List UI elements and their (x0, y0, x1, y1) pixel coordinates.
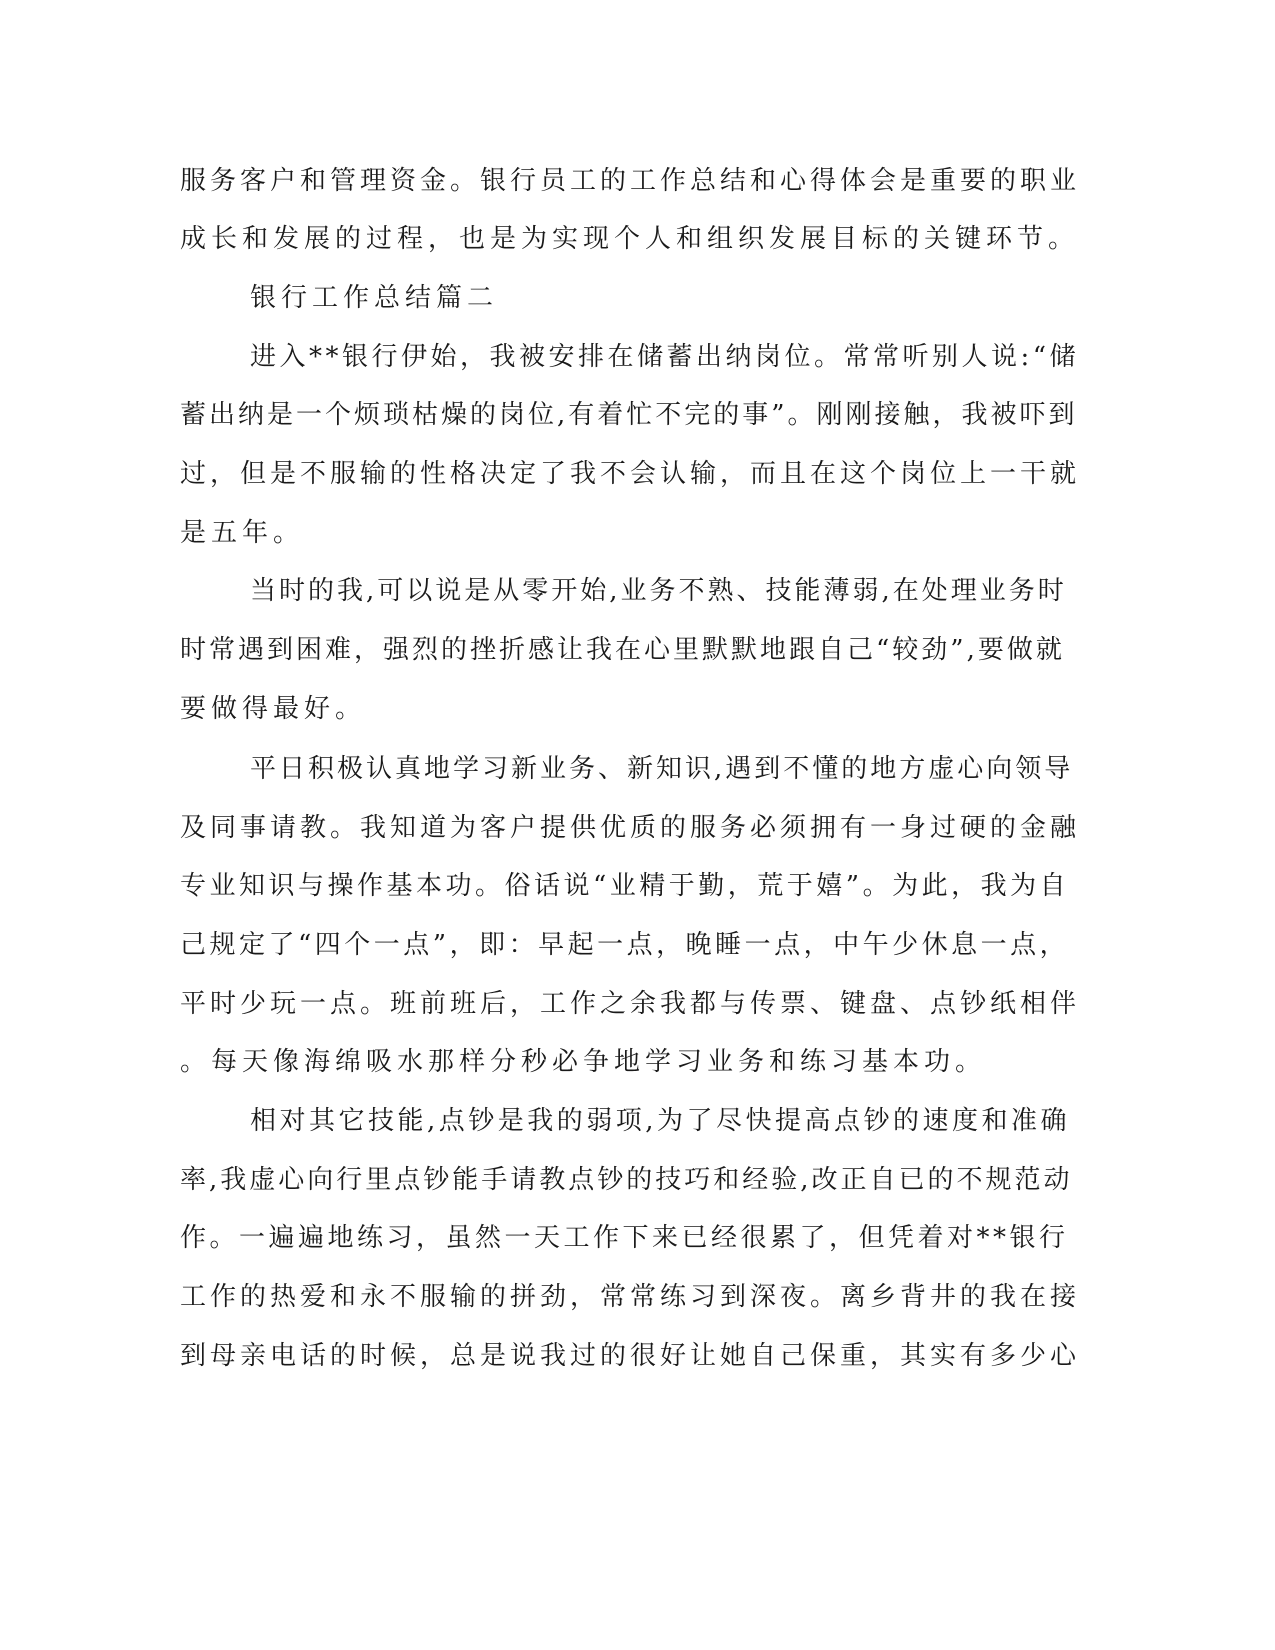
text-line-14: 己规定了“四个一点”，即：早起一点，晚睡一点，中午少休息一点， (180, 930, 1070, 960)
text-line-13: 专业知识与操作基本功。俗话说“业精于勤，荒于嬉”。为此，我为自 (180, 871, 1070, 901)
text-line-15: 平时少玩一点。班前班后，工作之余我都与传票、键盘、点钞纸相伴 (180, 989, 1081, 1019)
section-heading: 银行工作总结篇二 (250, 283, 499, 313)
text-line-20: 工作的热爱和永不服输的拼劲，常常练习到深夜。离乡背井的我在接 (180, 1282, 1081, 1312)
text-line-9: 时常遇到困难，强烈的挫折感让我在心里默默地跟自己“较劲”,要做就 (180, 635, 1065, 665)
text-line-21: 到母亲电话的时候，总是说我过的很好让她自己保重，其实有多少心 (180, 1341, 1081, 1371)
text-line-1: 服务客户和管理资金。银行员工的工作总结和心得体会是重要的职业 (180, 166, 1081, 196)
text-line-11: 平日积极认真地学习新业务、新知识,遇到不懂的地方虚心向领导 (250, 754, 1074, 784)
text-line-7: 是五年。 (180, 518, 305, 548)
text-line-18: 率,我虚心向行里点钞能手请教点钞的技巧和经验,改正自已的不规范动 (180, 1165, 1073, 1195)
text-line-4: 进入**银行伊始，我被安排在储蓄出纳岗位。常常听别人说:“储 (250, 342, 1080, 372)
text-line-6: 过，但是不服输的性格决定了我不会认输，而且在这个岗位上一干就 (180, 459, 1081, 489)
text-line-2: 成长和发展的过程，也是为实现个人和组织发展目标的关键环节。 (180, 224, 1080, 254)
text-line-10: 要做得最好。 (180, 694, 367, 724)
text-line-8: 当时的我,可以说是从零开始,业务不熟、技能薄弱,在处理业务时 (250, 576, 1067, 606)
text-line-5: 蓄出纳是一个烦琐枯燥的岗位,有着忙不完的事”。刚刚接触，我被吓到 (180, 400, 1078, 430)
text-line-12: 及同事请教。我知道为客户提供优质的服务必须拥有一身过硬的金融 (180, 813, 1081, 843)
text-line-16: 。每天像海绵吸水那样分秒必争地学习业务和练习基本功。 (180, 1047, 987, 1077)
text-line-17: 相对其它技能,点钞是我的弱项,为了尽快提高点钞的速度和准确 (250, 1106, 1071, 1136)
text-line-19: 作。一遍遍地练习，虽然一天工作下来已经很累了，但凭着对**银行 (180, 1223, 1069, 1253)
